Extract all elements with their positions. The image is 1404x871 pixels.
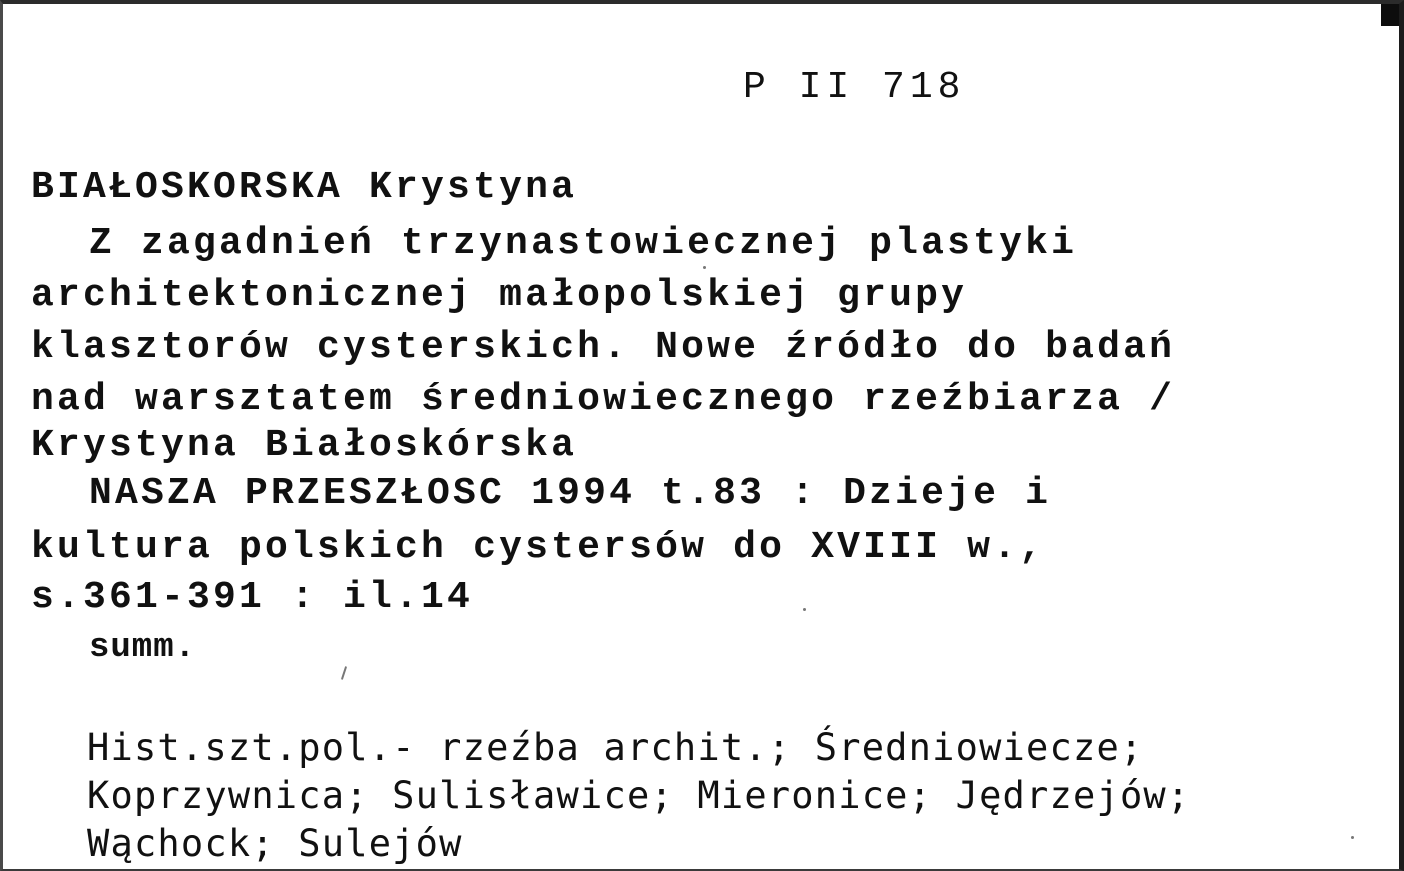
title-line-3: klasztorów cysterskich. Nowe źródło do badań bbox=[31, 326, 1176, 369]
source-line-3: s.361-391 : il.14 bbox=[31, 576, 474, 619]
call-number: P II 718 bbox=[743, 66, 966, 109]
title-line-1: Z zagadnień trzynastowiecznej plastyki bbox=[89, 222, 1078, 265]
author-heading: BIAŁOSKORSKA Krystyna bbox=[31, 166, 578, 209]
title-line-2: architektonicznej małopolskiej grupy bbox=[31, 274, 968, 317]
title-line-4: nad warsztatem średniowiecznego rzeźbiarza / bbox=[31, 378, 1176, 421]
subject-line-2: Koprzywnica; Sulisławice; Mieronice; Jędrzejów; bbox=[87, 774, 1191, 817]
card-corner-mark bbox=[1381, 4, 1399, 26]
card-speck bbox=[703, 266, 706, 269]
subject-line-3: Wąchock; Sulejów bbox=[87, 822, 463, 865]
subject-line-1: Hist.szt.pol.- rzeźba archit.; Średniowiecze; bbox=[87, 726, 1144, 769]
source-line-1: NASZA PRZESZŁOSC 1994 t.83 : Dzieje i bbox=[89, 472, 1052, 515]
source-line-2: kultura polskich cystersów do XVIII w., bbox=[31, 526, 1046, 569]
summary-note: summ. bbox=[89, 629, 197, 667]
card-speck bbox=[341, 666, 347, 680]
card-speck bbox=[803, 608, 806, 611]
card-speck bbox=[1351, 836, 1354, 839]
title-line-5: Krystyna Białoskórska bbox=[31, 424, 578, 467]
